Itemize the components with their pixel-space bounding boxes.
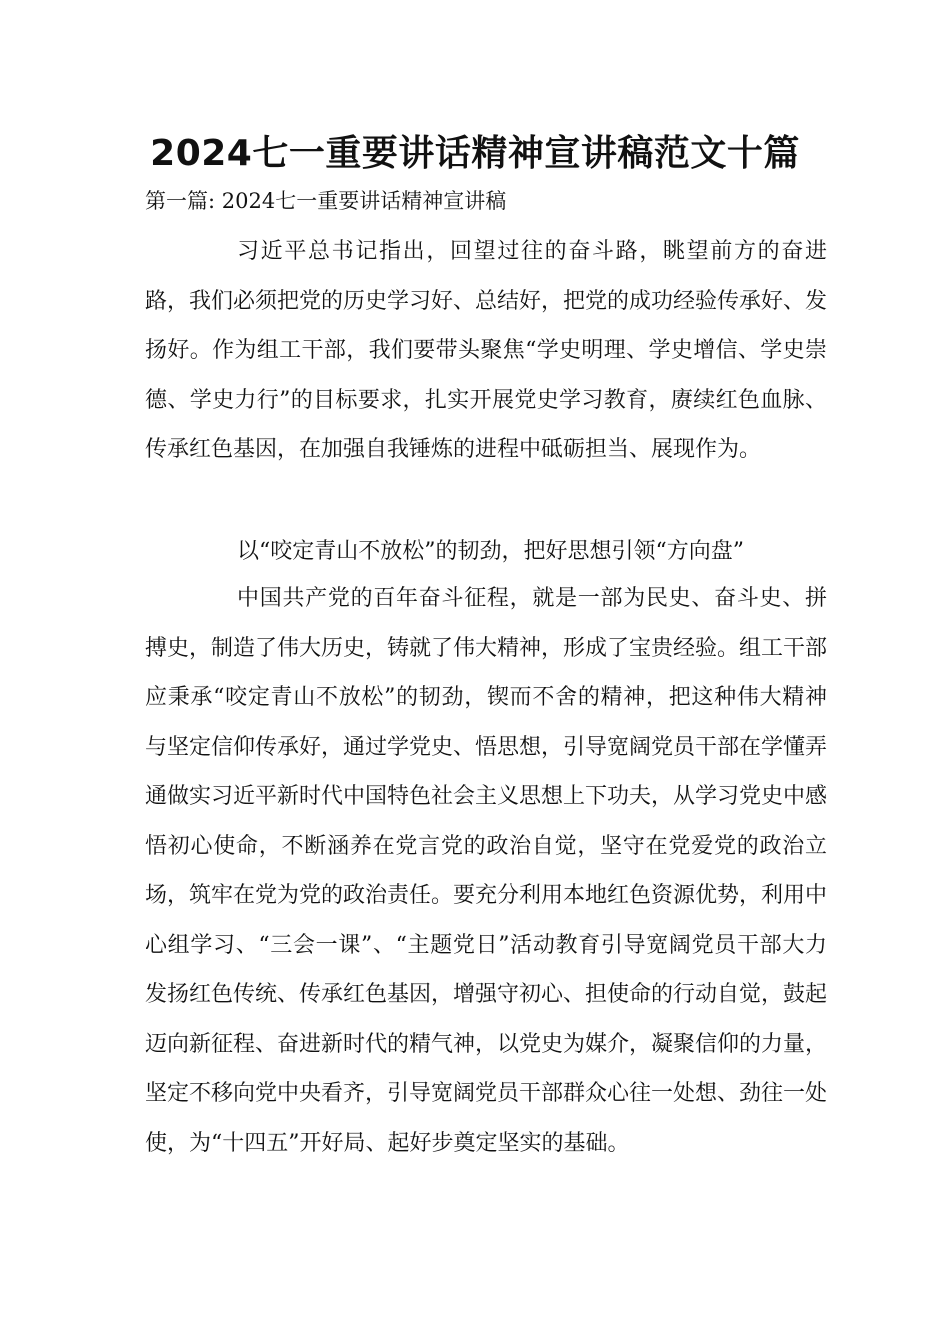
section-heading: 第一篇: 2024七一重要讲话精神宣讲稿 [145, 189, 507, 213]
body-paragraph: 习近平总书记指出，回望过往的奋斗路，眺望前方的奋进路，我们必须把党的历史学习好、总结好，把党的成功经验传承好、发扬好。作为组工干部，我们要带头聚焦“学史明理、学史增信、学史崇德、学史力行”的目标要求，扎实开展党史学习教育，赓续红色血脉、传承红色基因，在加强自我锤炼的进程中砥砺担当、展现作为。 [145, 239, 828, 462]
body-paragraph: 中国共产党的百年奋斗征程，就是一部为民史、奋斗史、拼搏史，制造了伟大历史，铸就了伟大精神，形成了宝贵经验。组工干部应秉承“咬定青山不放松”的韧劲，锲而不舍的精神，把这种伟大精神与坚定信仰传承好，通过学党史、悟思想，引导宽阔党员干部在学懂弄通做实习近平新时代中国特色社会主义思想上下功夫，从学习党史中感悟初心使命，不断涵养在党言党的政治自觉，坚守在党爱党的政治立场，筑牢在党为党的政治责任。要充分利用本地红色资源优势，利用中心组学习、“三会一课”、“主题党日”活动教育引导宽阔党员干部大力发扬红色传统、传承红色基因，增强守初心、担使命的行动自觉，鼓起迈向新征程、奋进新时代的精气神，以党史为媒介，凝聚信仰的力量，坚定不移向党中央看齐，引导宽阔党员干部群众心往一处想、劲往一处使，为“十四五”开好局、起好步奠定坚实的基础。 [145, 586, 828, 1156]
paragraph-subheading: 以“咬定青山不放松”的韧劲，把好思想引领“方向盘” [237, 539, 744, 564]
document-title: 2024七一重要讲话精神宣讲稿范文十篇 [150, 133, 800, 174]
